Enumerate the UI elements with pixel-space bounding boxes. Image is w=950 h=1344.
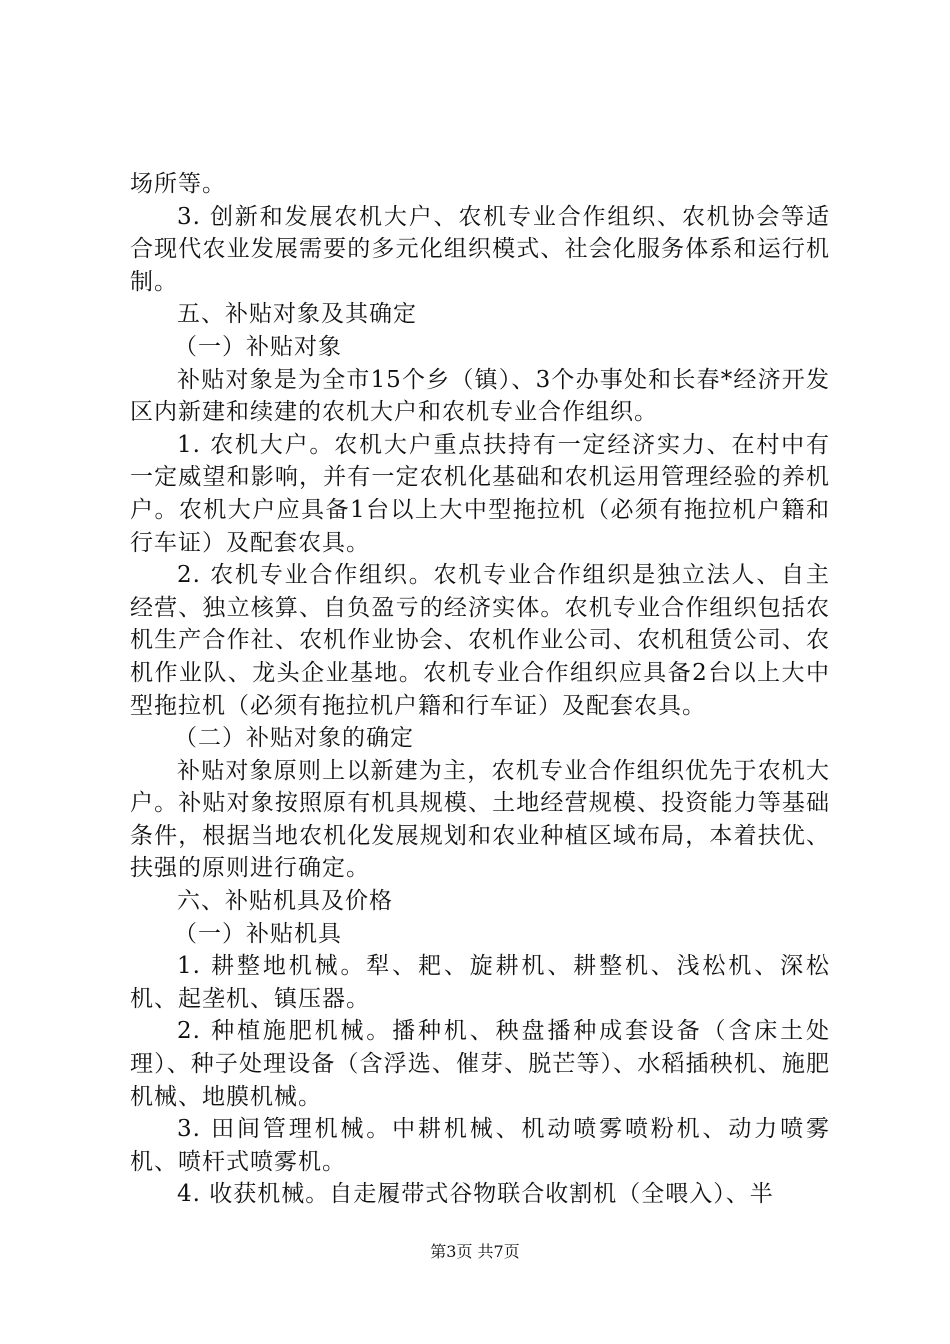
- paragraph-planting-machinery: 2. 种植施肥机械。播种机、秧盘播种成套设备（含床土处理）、种子处理设备（含浮选、催芽、脱芒等）、水稻插秧机、施肥机械、地膜机械。: [130, 1018, 830, 1110]
- page-number-footer: 第3页 共7页: [430, 1242, 520, 1261]
- paragraph-large-farm-household: 1. 农机大户。农机大户重点扶持有一定经济实力、在村中有一定威望和影响，并有一定农机化基础和农机运用管理经验的养机户。农机大户应具备1台以上大中型拖拉机（必须有拖拉机户籍和行车证）及配套农具。: [130, 431, 830, 556]
- paragraph-cooperative: 2. 农机专业合作组织。农机专业合作组织是独立法人、自主经营、独立核算、自负盈亏的经济实体。农机专业合作组织包括农机生产合作社、农机作业协会、农机作业公司、农机租赁公司、农机作业队、龙头企业基地。农机专业合作组织应具备2台以上大中型拖拉机（必须有拖拉机户籍和行车证）及配套农具。: [130, 562, 830, 719]
- subsection-heading-target-determination: （二）补贴对象的确定: [174, 725, 414, 752]
- subsection-heading-subsidy-machinery: （一）补贴机具: [174, 920, 342, 947]
- paragraph-field-management-machinery: 3. 田间管理机械。中耕机械、机动喷雾喷粉机、动力喷雾机、喷杆式喷雾机。: [130, 1116, 830, 1175]
- paragraph-item-3: 3. 创新和发展农机大户、农机专业合作组织、农机协会等适合现代农业发展需要的多元化组织模式、社会化服务体系和运行机制。: [130, 203, 830, 295]
- document-body: [130, 168, 830, 1211]
- paragraph-target-determination: 补贴对象原则上以新建为主，农机专业合作组织优先于农机大户。补贴对象按照原有机具规模、土地经营规模、投资能力等基础条件，根据当地农机化发展规划和农业种植区域布局，本着扶优、扶强的原则进行确定。: [130, 757, 830, 882]
- paragraph-subsidy-target: 补贴对象是为全市15个乡（镇）、3个办事处和长春*经济开发区内新建和续建的农机大户和农机专业合作组织。: [130, 366, 830, 426]
- paragraph-tillage-machinery: 1. 耕整地机械。犁、耙、旋耕机、耕整机、浅松机、深松机、起垄机、镇压器。: [130, 953, 830, 1012]
- paragraph-continuation: 场所等。: [130, 171, 226, 197]
- paragraph-harvest-machinery: 4. 收获机械。自走履带式谷物联合收割机（全喂入）、半: [177, 1181, 774, 1208]
- section-heading-5: 五、补贴对象及其确定: [177, 301, 417, 328]
- subsection-heading-subsidy-target: （一）补贴对象: [174, 333, 342, 360]
- section-heading-6: 六、补贴机具及价格: [177, 888, 393, 915]
